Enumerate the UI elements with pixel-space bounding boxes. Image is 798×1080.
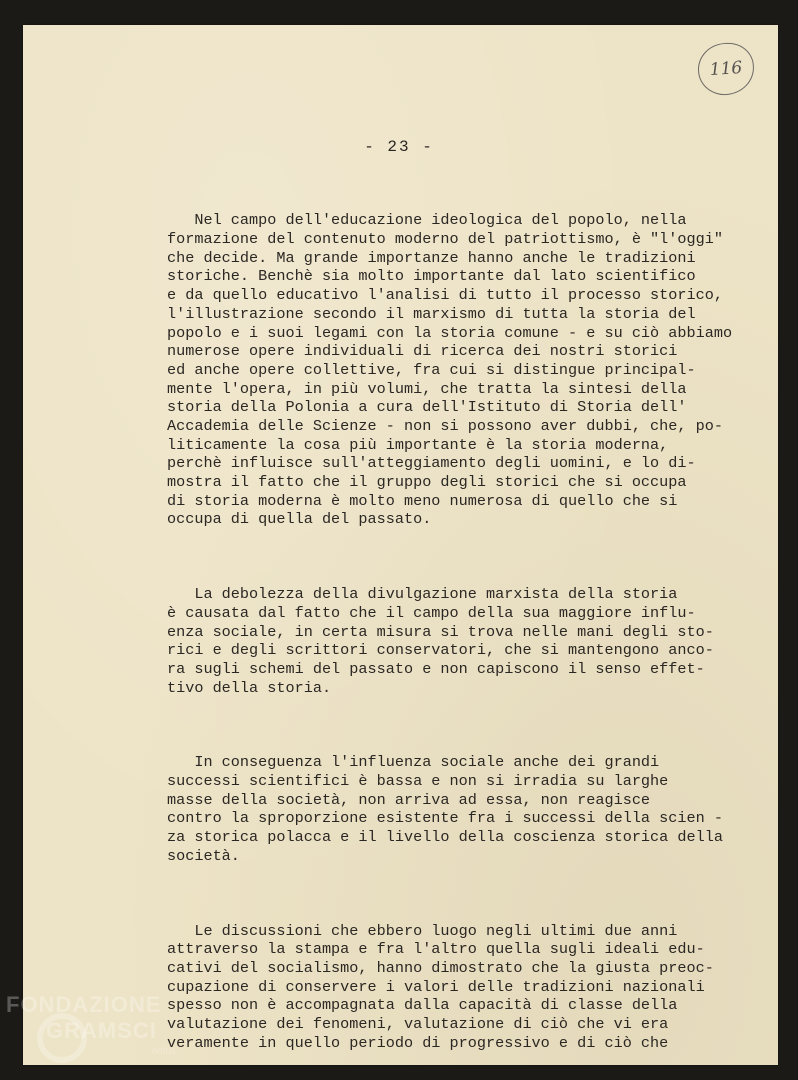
body-text [167,174,767,1080]
text-line: valutazione dei fenomeni, valutazione di ciò che vi era [167,1015,669,1034]
text-line: l'illustrazione secondo il marxismo di tutta la storia del [167,304,696,323]
text-line: che decide. Ma grande importanze hanno anche le tradizioni [167,248,696,267]
paragraph [167,753,767,865]
folio-number-stamp: 116 [696,41,755,97]
text-line: Nel campo dell'educazione ideologica del popolo, nella [167,211,687,230]
watermark-line-3: onlus [152,1046,176,1057]
page-number: - 23 - [364,138,434,156]
text-line: za storica polacca e il livello della coscienza storica della [167,828,723,847]
text-line: cativi del socialismo, hanno dimostrato che la giusta preoc- [167,959,714,977]
watermark-line-2: GRAMSCI [46,1018,157,1043]
text-line: Accademia delle Scienze - non si possono aver dubbi, che, po- [167,416,723,435]
watermark-line-1: FONDAZIONE [6,992,162,1017]
text-line: cupazione di conservere i valori delle tradizioni nazionali [167,977,705,996]
text-line: enza sociale, in certa misura si trova nelle mani degli sto- [167,622,714,641]
text-line: di storia moderna è molto meno numerosa di quello che si [167,491,678,510]
text-line: perchè influisce sull'atteggiamento degli uomini, e lo di- [167,454,696,473]
text-line: e da quello educativo l'analisi di tutto il processo storico, [167,286,723,305]
text-line: ed anche opere collettive, fra cui si distingue principal- [167,360,696,379]
paragraph [167,585,767,697]
text-line: veramente in quello periodo di progressivo e di ciò che [167,1033,669,1052]
text-line: mostra il fatto che il gruppo degli storici che si occupa [167,473,687,492]
text-line: contro la sproporzione esistente fra i successi della scien - [167,809,723,828]
text-line: società. [167,846,240,865]
text-line: numerose opere individuali di ricerca dei nostri storici [167,342,678,361]
text-line: attraverso la stampa e fra l'altro quella sugli ideali edu- [167,940,705,959]
text-line: successi scientifici è bassa e non si irradia su larghe [167,772,669,791]
text-line: ra sugli schemi del passato e non capiscono il senso effet- [167,659,705,678]
text-line: rici e degli scrittori conservatori, che si mantengono anco- [167,641,714,660]
text-line: La debolezza della divulgazione marxista della storia [167,585,678,604]
text-line: spesso non è accompagnata dalla capacità di classe della [167,996,678,1015]
text-line: liticamente la cosa più importante è la storia moderna, [167,435,669,454]
paragraph [167,211,767,529]
text-line: mente l'opera, in più volumi, che tratta la sintesi della [167,379,687,398]
text-line: è causata dal fatto che il campo della sua maggiore influ- [167,603,696,622]
text-line: storiche. Benchè sia molto importante dal lato scientifico [167,267,696,286]
text-line: storia della Polonia a cura dell'Istituto di Storia dell' [167,398,687,417]
paragraph [167,922,767,1053]
text-line: formazione del contenuto moderno del patriottismo, è "l'oggi" [167,230,723,249]
text-line: masse della società, non arriva ad essa, non reagisce [167,790,651,809]
text-line: occupa di quella del passato. [167,510,432,529]
text-line: tivo della storia. [167,678,332,697]
text-line: popolo e i suoi legami con la storia comune - e su ciò abbiamo [167,323,733,342]
text-line: Le discussioni che ebbero luogo negli ultimi due anni [167,921,678,940]
text-line: In conseguenza l'influenza sociale anche dei grandi [167,753,660,772]
